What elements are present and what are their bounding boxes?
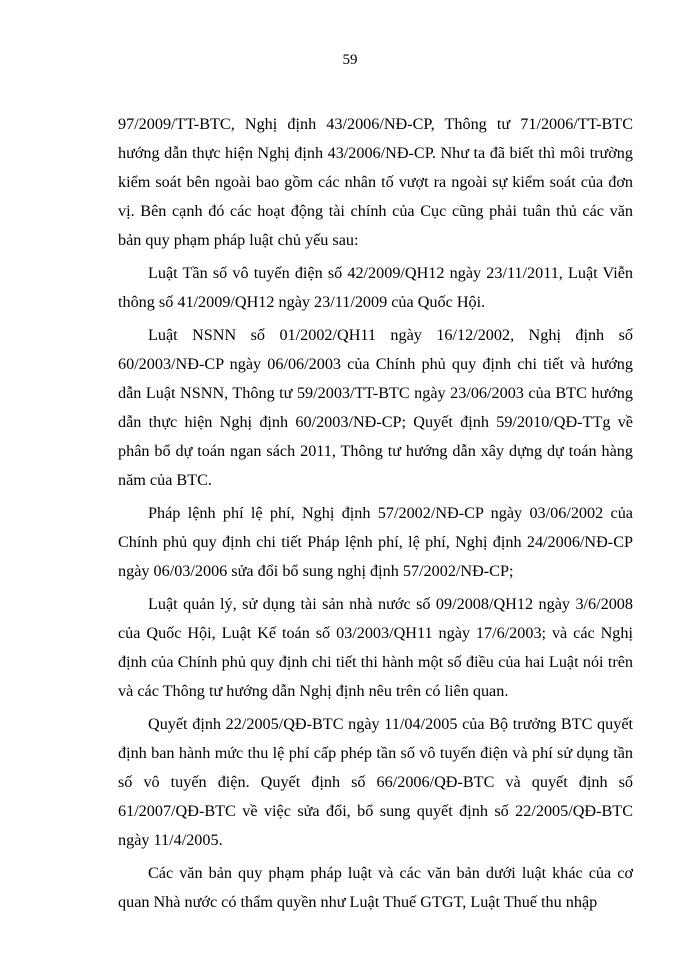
paragraph-other-legal-documents: Các văn bản quy phạm pháp luật và các văn bản dưới luật khác của cơ quan Nhà nước có thẩm quyền như Luật Thuế GTGT, Luật Thuế thu nhập bbox=[118, 864, 633, 911]
paragraph-state-assets-law: Luật quản lý, sử dụng tài sản nhà nước số 09/2008/QH12 ngày 3/6/2008 của Quốc Hội, Luật Kế toán số 03/2003/QH11 ngày 17/6/2003; và các Nghị định của Chính phủ quy định chi tiết thi hành một số điều của hai Luật nói trên và các Thông tư hướng dẫn Nghị định nêu trên có liên quan. bbox=[118, 595, 633, 700]
paragraph-decision-22-2005: Quyết định 22/2005/QĐ-BTC ngày 11/04/2005 của Bộ trưởng BTC quyết định ban hành mức thu lệ phí cấp phép tần số vô tuyến điện và phí sử dụng tần số vô tuyến điện. Quyết định số 66/2006/QĐ-BTC và quyết định số 61/2007/QĐ-BTC về việc sửa đổi, bổ sung quyết định số 22/2005/QĐ-BTC ngày 11/4/2005. bbox=[118, 715, 633, 849]
body-text bbox=[118, 110, 633, 921]
paragraph-continuation: 97/2009/TT-BTC, Nghị định 43/2006/NĐ-CP, Thông tư 71/2006/TT-BTC hướng dẫn thực hiện Nghị định 43/2006/NĐ-CP. Như ta đã biết thì môi trường kiểm soát bên ngoài bao gồm các nhân tố vượt ra ngoài sự kiểm soát của đơn vị. Bên cạnh đó các hoạt động tài chính của Cục cũng phải tuân thủ các văn bản quy phạm pháp luật chủ yếu sau: bbox=[118, 115, 633, 249]
paragraph-fees-ordinance: Pháp lệnh phí lệ phí, Nghị định 57/2002/NĐ-CP ngày 03/06/2002 của Chính phủ quy định chi tiết Pháp lệnh phí, lệ phí, Nghị định 24/2006/NĐ-CP ngày 06/03/2006 sửa đổi bổ sung nghị định 57/2002/NĐ-CP; bbox=[118, 504, 633, 580]
page-number: 59 bbox=[342, 52, 358, 68]
paragraph-state-budget-law: Luật NSNN số 01/2002/QH11 ngày 16/12/2002, Nghị định số 60/2003/NĐ-CP ngày 06/06/2003 của Chính phủ quy định chi tiết và hướng dẫn Luật NSNN, Thông tư 59/2003/TT-BTC ngày 23/06/2003 của BTC hướng dẫn thực hiện Nghị định 60/2003/NĐ-CP; Quyết định 59/2010/QĐ-TTg về phân bổ dự toán ngan sách 2011, Thông tư hướng dẫn xây dựng dự toán hàng năm của BTC. bbox=[118, 326, 633, 489]
paragraph-radio-frequency-law: Luật Tần số vô tuyến điện số 42/2009/QH12 ngày 23/11/2011, Luật Viễn thông số 41/2009/QH12 ngày 23/11/2009 của Quốc Hội. bbox=[118, 264, 633, 311]
